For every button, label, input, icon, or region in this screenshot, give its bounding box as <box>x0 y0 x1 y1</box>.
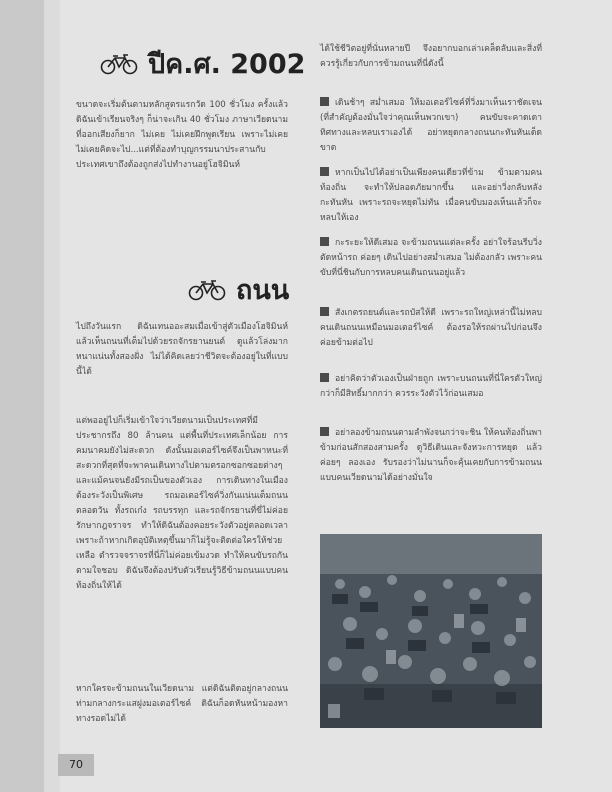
square-bullet-icon <box>320 373 329 382</box>
intro-paragraph: ได้ใช้ชีวิตอยู่ที่นั่นหลายปี จึงอยากบอกเล่าเคล็ดลับและสิ่งที่ควรรู้เกี่ยวกับการข้ามถนนที่นี่ดังนี้ <box>320 44 542 69</box>
page-number: 70 <box>58 754 94 776</box>
section-heading-road <box>188 268 289 311</box>
page-spine <box>0 0 44 792</box>
square-bullet-icon <box>320 427 329 436</box>
bicycle-icon <box>188 279 226 301</box>
square-bullet-icon <box>320 167 329 176</box>
traffic-photo <box>320 534 542 728</box>
tip-item: สังเกตรถยนต์และรถบัสให้ดี เพราะรถใหญ่เหล่านี้ไม่หลบคนเดินถนนเหมือนมอเตอร์ไซค์ ต้องรอให้รถผ่านไปก่อนจึงค่อยข้ามต่อไป <box>320 308 542 348</box>
bicycle-icon <box>100 53 138 75</box>
section-title: ปีค.ศ. 2002 <box>148 49 306 80</box>
tip-item: เดินช้าๆ สม่ำเสมอ ให้มอเตอร์ไซค์ที่วิ่งมาเห็นเราชัดเจน (ที่สำคัญต้องมั่นใจว่าคุณเห็นพวกเขา) คนขับจะคาดเดาทิศทางและหลบเราเองได้ อย่าหยุดกลางถนนกะทันหันเด็ดขาด <box>320 98 542 153</box>
tip-item: กะระยะให้ดีเสมอ จะข้ามถนนแต่ละครั้ง อย่าใจร้อนรีบวิ่งตัดหน้ารถ ค่อยๆ เดินไปอย่างสม่ำเสมอ ไม่ต้องกลัว เพราะคนขับที่นี่ชินกับการหลบคนเดินถนนอยู่แล้ว <box>320 238 542 278</box>
paragraph: แต่พออยู่ไปก็เริ่มเข้าใจว่าเวียดนามเป็นประเทศที่มีประชากรถึง 80 ล้านคน แต่พื้นที่ประเทศเล็กน้อย การคมนาคมยังไม่สะดวก ดังนั้นมอเตอร์ไซค์จึงเป็นพาหนะที่สะดวกที่สุดที่จะพาคนเดินทางไปตามตรอกซอกซอยต่างๆ และแม้คนจนยังมีรถเป็นของตัวเอง การเดินทางในเมืองต้องระวังเป็นพิเศษ รถมอเตอร์ไซค์วิ่งกันแน่นเต็มถนนตลอดวัน ทั้งรถเก๋ง รถบรรทุก และรถจักรยานที่ขี่ไม่ค่อยรักษากฎจราจร ทำให้ดิฉันต้องคอยระวังตัวอยู่ตลอดเวลา เพราะถ้าหากเกิดอุบัติเหตุขึ้นมาก็ไม่รู้จะติดต่อใครให้ช่วยเหลือ ตำรวจจราจรที่นี่ก็ไม่ค่อยเข้มงวด ทำให้คนขับรถกันตามใจชอบ ดิฉันจึงต้องปรับตัวเรียนรู้วิธีข้ามถนนแบบคนท้องถิ่นให้ได้ <box>76 416 288 591</box>
square-bullet-icon <box>320 97 329 106</box>
tip-item: อย่าคิดว่าตัวเองเป็นฝ่ายถูก เพราะบนถนนที่นี่ใครตัวใหญ่กว่าก็มีสิทธิ์มากกว่า ควรระวังตัวไว้ก่อนเสมอ <box>320 374 542 399</box>
square-bullet-icon <box>320 307 329 316</box>
tip-item: หากเป็นไปได้อย่าเป็นเพียงคนเดียวที่ข้าม ข้ามตามคนท้องถิ่น จะทำให้ปลอดภัยมากขึ้น และอย่าวิ่งกลับหลังกะทันหัน เพราะรถจะหยุดไม่ทัน เมื่อคนขับมองเห็นแล้วก็จะหลบให้เอง <box>320 168 542 223</box>
crowded-street-image <box>320 534 542 728</box>
square-bullet-icon <box>320 237 329 246</box>
page-spine-shade <box>44 0 60 792</box>
section-heading-year <box>100 42 305 85</box>
paragraph: ไปถึงวันแรก ดิฉันเทนออะสมเมื่อเข้าสู่ตัวเมืองโฮจิมินห์ แล้วเห็นถนนที่เต็มไปด้วยรถจักรยานยนต์ ดูแล้วโล่งมาก หนาแน่นทั้งสองฝั่ง ไม่ได้คิดเลยว่าชีวิตจะต้องอยู่ในที่แบบนี้ได้ <box>76 322 288 377</box>
tip-item: อย่าลองข้ามถนนตามลำพังจนกว่าจะชิน ให้คนท้องถิ่นพาข้ามก่อนสักสองสามครั้ง ดูวิธีเดินและจังหวะการหยุด แล้วค่อยๆ ลองเอง รับรองว่าไม่นานก็จะคุ้นเคยกับการข้ามถนนแบบคนเวียดนามได้อย่างมั่นใจ <box>320 428 542 483</box>
section-title: ถนน <box>236 275 290 306</box>
paragraph: ขนาดจะเริ่มต้นตามหลักสูตรแรกวัด 100 ชั่วโมง ครั้งแล้ว ดิฉันเข้าเรียนจริงๆ ก็น่าจะเกิน 40 ชั่วโมง ภาษาเวียดนามที่ออกเสียงก็ยาก ไม่เคย ไม่เคยฝึกพูดเรียน เพราะไม่เคย ไม่เคยคิดจะไป...แต่ที่ต้องทำบุญกรรมนาประสานกับประเทศเขาถึงต้องถูกส่งไปทำงานอยู่โฮจิมินห์ <box>76 100 288 170</box>
paragraph: หากใครจะข้ามถนนในเวียดนาม แต่ดิฉันติดอยู่กลางถนน ท่ามกลางกระแสฝูงมอเตอร์ไซค์ ดิฉันก็อดหันหน้ามองหาทางรอดไม่ได้ <box>76 684 288 724</box>
